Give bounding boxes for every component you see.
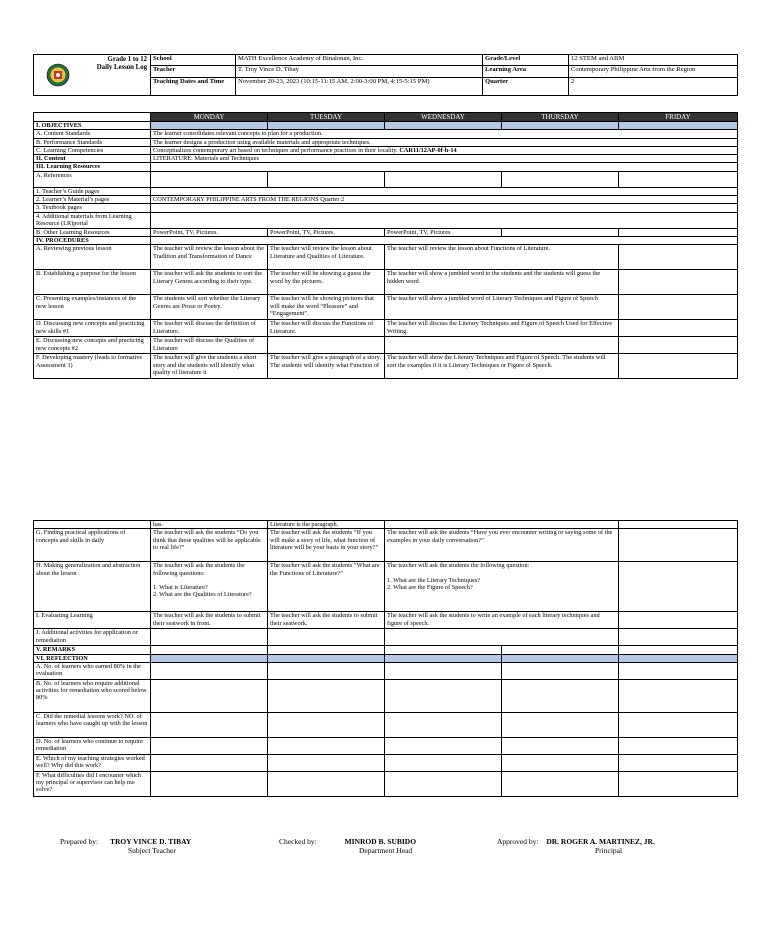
purpose-mon: The teacher will ask the students to sort the Literary Genres according to their type. [151, 270, 268, 295]
row-label-other-resources: B. Other Learning Resources [34, 228, 151, 236]
discussing-2-mon: The teacher will discuss the Qualities of Literature [151, 337, 268, 354]
learning-competencies-text: Conceptualizes contemporary art based on techniques and performance practices in their locality. CAR11/12AP-0f-h-14 [151, 146, 738, 154]
row-label-teachers-guide: 1. Teacher’s Guide pages [34, 187, 151, 195]
practical-applications-mon: The teacher will ask the students “Do you think that these qualities will be applicable to real life?” [151, 529, 268, 562]
reflection-row-a: A. No. of learners who earned 80% in the evaluation [34, 662, 151, 679]
header-table [33, 54, 738, 96]
label-teacher: Teacher [151, 66, 236, 77]
content-standards-text: The learner consolidates relevant concepts to plan for a production. [151, 130, 738, 138]
reviewing-mon: The teacher will review the lesson about the Tradition and Transformation of Dance [151, 245, 268, 270]
row-label-references: A. References [34, 171, 151, 187]
row-label-evaluating: I. Evaluating Learning [34, 612, 151, 629]
developing-mastery-mon: The teacher will give the students a short story and the students will identify what quality of literature it [151, 354, 268, 379]
row-label-learning-competencies: C. Learning Competencies [34, 146, 151, 154]
presenting-mon: The students will sort whether the Literary Genres are Prose or Poetry. [151, 295, 268, 320]
title-line-2: Daily Lesson Log [96, 64, 147, 71]
discussing-1-tue: The teacher will discuss the Functions of Literature. [268, 320, 385, 337]
reviewing-tue: The teacher will review the lesson about Literature and Qualities of Literature. [268, 245, 385, 270]
row-label-discussing-1: D. Discussing new concepts and practicing new skills #1 [34, 320, 151, 337]
learners-material-text: CONTEMPORARY PHILIPPINE ARTS FROM THE REGIONS Quarter 2 [151, 196, 738, 204]
generalization-mon [151, 562, 268, 612]
generalization-mon-q1: 1. What is Literature? [153, 583, 208, 591]
day-thursday: THURSDAY [502, 113, 619, 122]
day-monday: MONDAY [151, 113, 268, 122]
row-label-discussing-2: E. Discussing new concepts and practicing new concepts #2 [34, 337, 151, 354]
approved-by-block [497, 837, 655, 855]
discussing-2-tue [268, 337, 385, 354]
prepared-by-block [60, 837, 191, 855]
checked-role: Department Head [359, 846, 413, 855]
section-procedures: IV. PROCEDURES [34, 236, 151, 244]
evaluating-mon: The teacher will ask the students to submit their seatwork in front. [151, 612, 268, 629]
row-label-textbook: 3. Textbook pages [34, 204, 151, 212]
section-objectives: I. OBJECTIVES [34, 122, 151, 130]
value-grade: 12 STEM and ABM [569, 55, 738, 66]
continued-mon: has. [151, 521, 268, 529]
label-learning-area: Learning Area [483, 66, 569, 77]
label-school: School [151, 55, 236, 66]
row-label-performance-standards: B. Performance Standards [34, 138, 151, 146]
reflection-row-d: D. No. of learners who continue to require remediation [34, 737, 151, 754]
other-resources-tue: PowerPoint, TV, Pictures. [268, 228, 385, 236]
prepared-label: Prepared by: [60, 837, 99, 846]
school-seal-icon [46, 62, 70, 88]
generalization-wed [385, 562, 619, 612]
row-label-practical-applications: G. Finding practical applications of concepts and skills in daily [34, 529, 151, 562]
checked-label: Checked by: [279, 837, 317, 846]
row-label-content: II. Content [34, 155, 151, 163]
other-resources-wed: PowerPoint, TV, Pictures [385, 228, 502, 236]
value-teacher: T. Troy Vince D. Tibay [236, 66, 483, 77]
discussing-1-wed: The teacher will discuss the Literary Techniques and Figure of Speech Used for Effective Writing. [385, 320, 619, 337]
section-remarks: V. REMARKS [34, 646, 151, 654]
row-label-purpose: B. Establishing a purpose for the lesson [34, 270, 151, 295]
day-tuesday: TUESDAY [268, 113, 385, 122]
developing-mastery-tue: The teacher will give a paragraph of a story. The students will identify what Function of [268, 354, 385, 379]
value-dates: November 20-23, 2023 (10:15-11:15 AM, 2:00-3:00 PM, 4:15-5:15 PM) [236, 77, 483, 95]
other-resources-mon: PowerPoint, TV, Pictures. [151, 228, 268, 236]
generalization-mon-intro: The teacher will ask the students the following questions: [153, 562, 245, 577]
evaluating-tue: The teacher will ask the students to submit their seatwork. [268, 612, 385, 629]
value-quarter: 2 [569, 77, 738, 95]
row-label-developing-mastery: F. Developing mastery (leads to formative Assessment 3) [34, 354, 151, 379]
content-text: LITERATURE: Materials and Techniques [151, 155, 738, 163]
generalization-mon-q2: 2. What are the Qualities of Literature? [153, 591, 252, 599]
section-reflection: VI. REFLECTION [34, 654, 151, 662]
approved-role: Principal [595, 846, 623, 855]
value-school: MATH Excellence Academy of Binalonan, Inc. [236, 55, 483, 66]
title-line-1: Grade 1 to 12 [107, 56, 147, 63]
performance-standards-text: The learner designs a production using available materials and appropriate techniques. [151, 138, 738, 146]
continued-tue: Literature is the paragraph. [268, 521, 385, 529]
developing-mastery-wed: The teacher will show the Literary Techniques and Figure of Speech. The students will sort the examples if it is Literary Techniques or Figure of Speech. [385, 354, 619, 379]
row-label-presenting: C. Presenting examples/instances of the new lesson [34, 295, 151, 320]
checked-name: MINROD B. SUBIDO [344, 837, 417, 846]
generalization-wed-q2: 2. What are the Figure of Speech? [387, 583, 473, 591]
label-dates: Teaching Dates and Time [151, 77, 236, 95]
approved-name: DR. ROGER A. MARTINEZ, JR. [546, 837, 655, 846]
section-learning-resources: III. Learning Resources [34, 163, 151, 171]
generalization-wed-q1: 1. What are the Literary Techniques? [387, 576, 481, 584]
row-label-additional-activities: J. Additional activities for application or remediation [34, 629, 151, 646]
purpose-wed: The teacher will show a jumbled word to the students and the students will guess the hidden word. [385, 270, 619, 295]
row-label-generalization: H. Making generalization and abstraction about the lesson [34, 562, 151, 612]
competency-code: CAR11/12AP-0f-h-14 [399, 146, 457, 154]
prepared-name: TROY VINCE D. TIBAY [110, 837, 192, 846]
prepared-role: Subject Teacher [128, 846, 176, 855]
label-quarter: Quarter [483, 77, 569, 95]
generalization-wed-intro: The teacher will ask the students the following question: [387, 562, 530, 570]
day-friday: FRIDAY [619, 113, 738, 122]
checked-by-block [279, 837, 416, 855]
title-cell [34, 55, 151, 96]
lesson-table-part1 [33, 112, 738, 379]
reviewing-wed: The teacher will review the lesson about Functions of Literature. [385, 245, 619, 270]
practical-applications-tue: The teacher will ask the students “If you will make a story of life, what function of literature will be your basis in your story?” [268, 529, 385, 562]
generalization-tue: The teacher will ask the students “What are the Functions of Literature?” [268, 562, 385, 612]
row-label-reviewing: A. Reviewing previous lesson [34, 245, 151, 270]
day-wednesday: WEDNESDAY [385, 113, 502, 122]
reflection-row-e: E. Which of my teaching strategies worked well? Why did this work? [34, 754, 151, 771]
presenting-wed: The teacher will show a jumbled word of Literary Techniques and Figure of Speech [385, 295, 619, 320]
discussing-2-wed [385, 337, 619, 354]
practical-applications-wed: The teacher will ask the students “Have you ever encounter writing or saying some of the examples in your daily conversation?” [385, 529, 619, 562]
discussing-1-mon: The teacher will discuss the definition of Literature. [151, 320, 268, 337]
approved-label: Approved by: [497, 837, 539, 846]
row-label-content-standards: A. Content Standards [34, 130, 151, 138]
row-label-learners-material: 2. Learner’s Material’s pages [34, 196, 151, 204]
reflection-row-c: C. Did the remedial lessons work? NO. of learners who have caught up with the lesson [34, 712, 151, 737]
reflection-row-b: B. No. of learners who require additional activities for remediation who scored below 80% [34, 679, 151, 712]
lesson-table-part2 [33, 520, 738, 797]
presenting-tue: The teacher will be showing pictures that will make the word “Pleasure” and “Engagement”. [268, 295, 385, 320]
reflection-row-f: F. What difficulties did I encounter which my principal or supervisor can help me solve? [34, 771, 151, 796]
row-label-additional-materials: 4. Additional materials from Learning Resource (LR)portal [34, 212, 151, 228]
purpose-tue: The teacher will be showing a guess the word by the pictures. [268, 270, 385, 295]
evaluating-wed: The teacher will ask the students to write an example of each literary techniques and figure of speech. [385, 612, 619, 629]
label-grade: Grade/Level [483, 55, 569, 66]
value-learning-area: Contemporary Philippine Arts from the Region [569, 66, 738, 77]
